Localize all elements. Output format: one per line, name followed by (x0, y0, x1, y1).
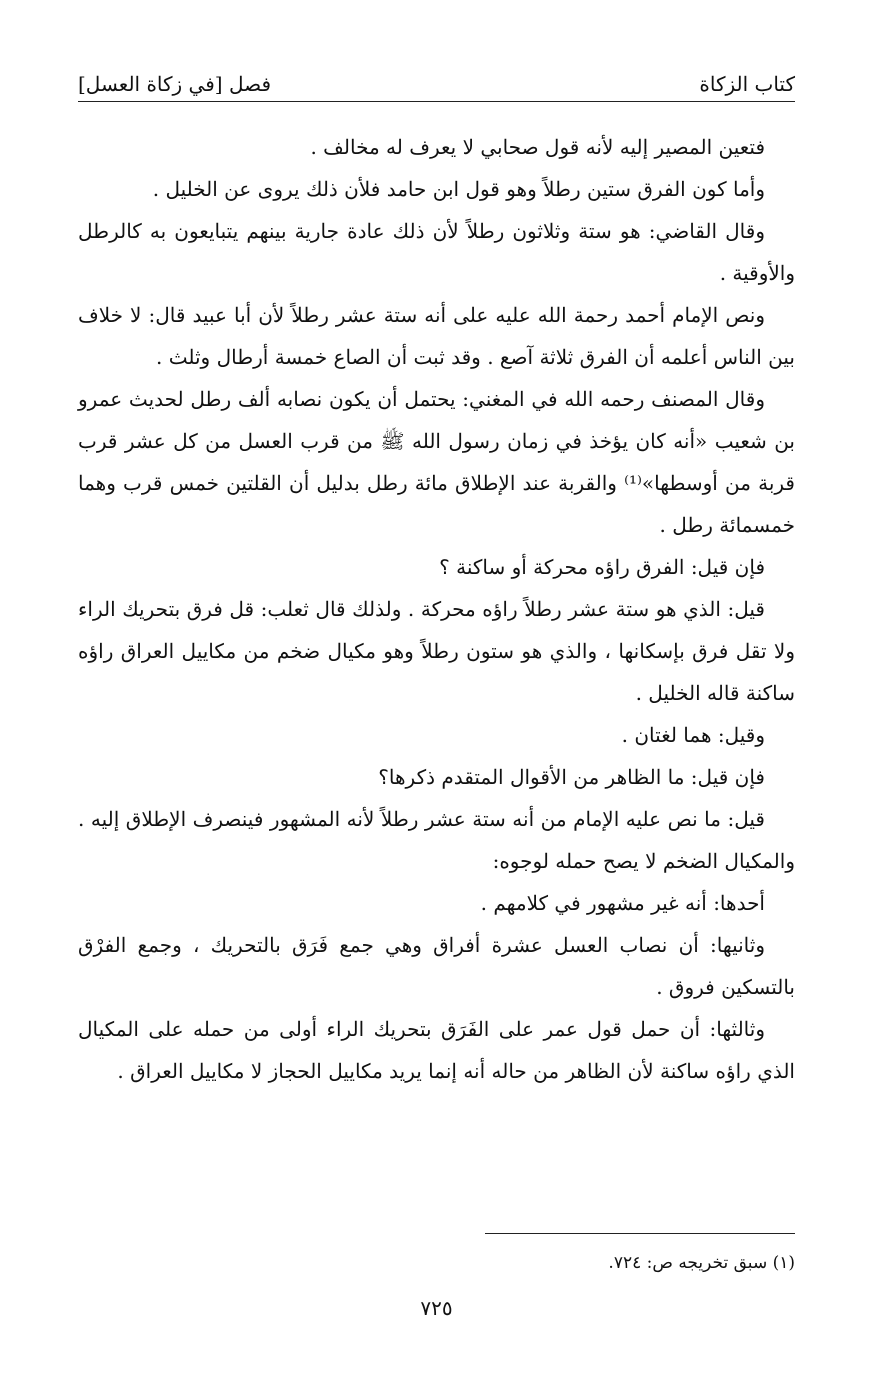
section-title: فصل [في زكاة العسل] (78, 72, 271, 96)
paragraph: وقيل: هما لغتان . (621, 723, 765, 747)
paragraph: فإن قيل: الفرق راؤه محركة أو ساكنة ؟ (439, 555, 765, 579)
paragraph: وقال المصنف رحمه الله في المغني: يحتمل أن يكون نصابه ألف رطل لحديث عمرو بن شعيب «أنه كان يؤخذ في زمان رسول الله ﷺ من قرب العسل من كل عشر قرب قربة من أوسطها»⁽¹⁾ والقربة عند الإطلاق مائة رطل بدليل أن القلتين خمس قرب وهما خمسمائة رطل . (78, 387, 795, 537)
footnote: (١) سبق تخريجه ص: ٧٢٤. (608, 1253, 795, 1273)
paragraph: فتعين المصير إليه لأنه قول صحابي لا يعرف له مخالف . (310, 135, 765, 159)
paragraph: فإن قيل: ما الظاهر من الأقوال المتقدم ذكرها؟ (378, 765, 765, 789)
paragraph: وثالثها: أن حمل قول عمر على الفَرَق بتحريك الراء أولى من حمله على المكيال الذي راؤه ساكنة لأن الظاهر من حاله أنه إنما يريد مكاييل الحجاز لا مكاييل العراق . (78, 1017, 795, 1083)
page-number: ٧٢٥ (420, 1296, 453, 1320)
paragraph: وقال القاضي: هو ستة وثلاثون رطلاً لأن ذلك عادة جارية بينهم يتبايعون به كالرطل والأوقية . (78, 219, 795, 285)
footnote-divider (485, 1233, 795, 1234)
main-text (78, 126, 795, 1092)
paragraph: قيل: ما نص عليه الإمام من أنه ستة عشر رطلاً لأنه المشهور فينصرف الإطلاق إليه . والمكيال الضخم لا يصح حمله لوجوه: (78, 807, 795, 873)
paragraph: وأما كون الفرق ستين رطلاً وهو قول ابن حامد فلأن ذلك يروى عن الخليل . (152, 177, 765, 201)
book-title: كتاب الزكاة (699, 72, 795, 96)
paragraph: ونص الإمام أحمد رحمة الله عليه على أنه ستة عشر رطلاً لأن أبا عبيد قال: لا خلاف بين الناس أعلمه أن الفرق ثلاثة آصع . وقد ثبت أن الصاع خمسة أرطال وثلث . (78, 303, 795, 369)
paragraph: أحدها: أنه غير مشهور في كلامهم . (480, 891, 765, 915)
header-divider (78, 101, 795, 102)
paragraph: قيل: الذي هو ستة عشر رطلاً راؤه محركة . ولذلك قال ثعلب: قل فرق بتحريك الراء ولا تقل فرق بإسكانها ، والذي هو ستون رطلاً وهو مكيال ضخم من مكاييل العراق راؤه ساكنة قاله الخليل . (78, 597, 795, 705)
paragraph: وثانيها: أن نصاب العسل عشرة أفراق وهي جمع فَرَق بالتحريك ، وجمع الفرْق بالتسكين فروق . (78, 933, 795, 999)
running-header (78, 58, 795, 96)
